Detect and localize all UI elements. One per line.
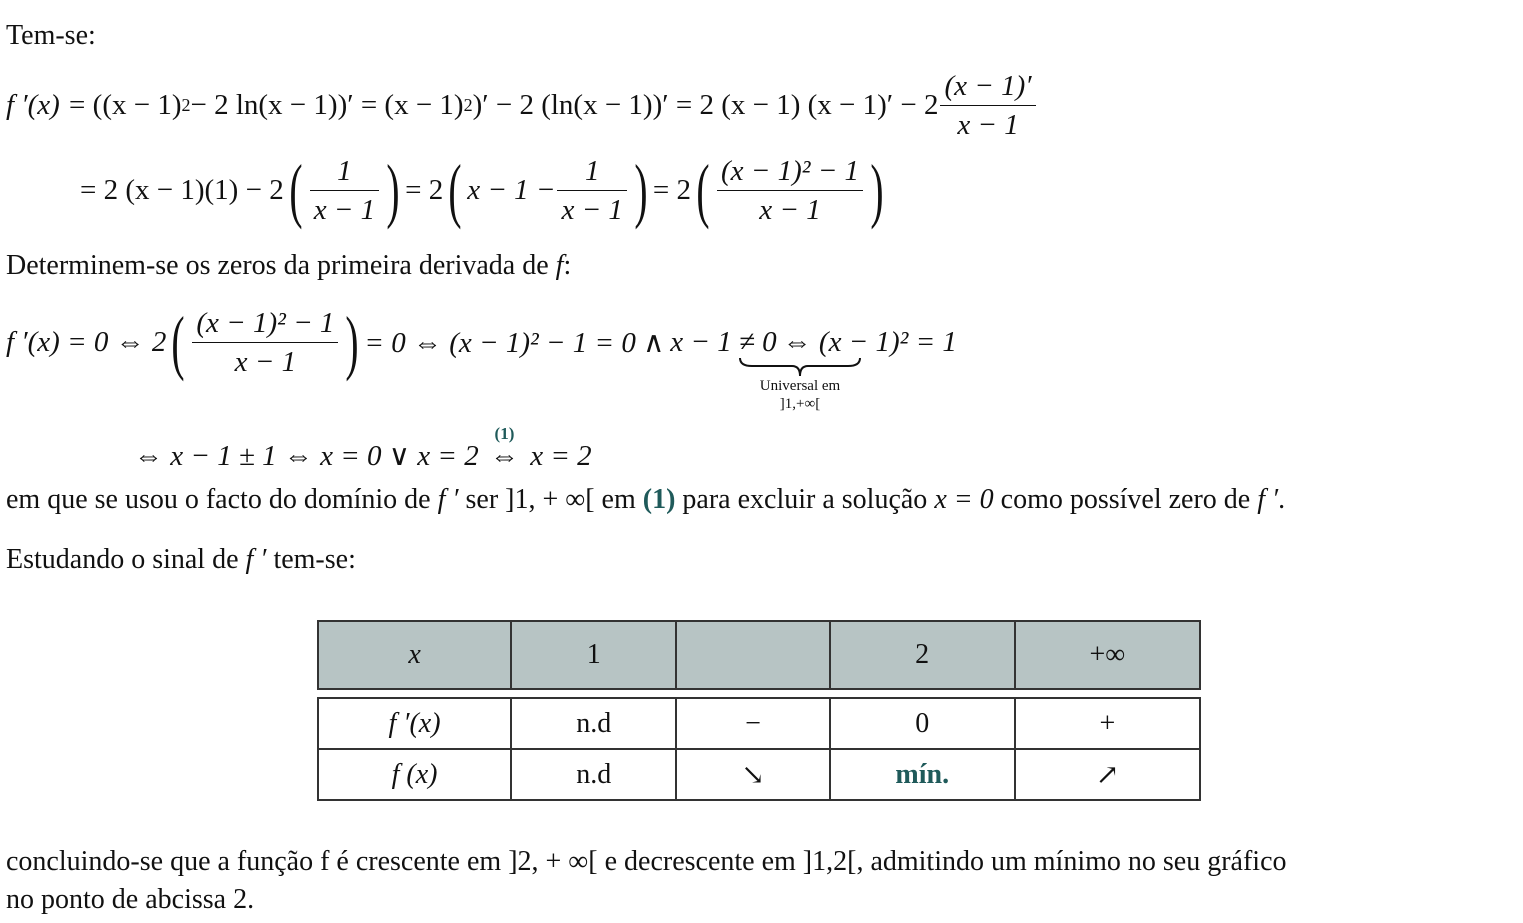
note-ref: (1) — [642, 484, 676, 515]
increasing-arrow-icon: ↗ — [1015, 749, 1200, 800]
left-paren: ( — [289, 150, 303, 230]
table-cell: − — [676, 698, 829, 749]
table-cell: n.d — [511, 749, 676, 800]
decreasing-arrow-icon: ↘ — [676, 749, 829, 800]
sign-table-header — [317, 620, 1201, 690]
domain-note — [6, 484, 1285, 516]
header-cell — [676, 621, 829, 689]
sign-intro — [6, 544, 356, 576]
header-cell: x — [318, 621, 511, 689]
note-c: para excluir a solução — [682, 484, 928, 515]
header-cell: +∞ — [1015, 621, 1200, 689]
minimum-cell: mín. — [830, 749, 1015, 800]
note-a: em que se usou o facto do domínio de — [6, 484, 431, 515]
note-x0: x = 0 — [934, 484, 994, 515]
fraction-numerator: 1 — [557, 152, 626, 191]
zeros-intro-text: Determinem-se os zeros da primeira derivada de — [6, 250, 549, 281]
right-paren: ) — [386, 150, 400, 230]
equivalence-marker: (1) — [494, 424, 515, 443]
intro-text: Tem-se: — [6, 20, 96, 51]
fraction-denominator: x − 1 — [759, 193, 821, 226]
zeros-intro-f: f — [555, 250, 564, 281]
table-cell: 0 — [830, 698, 1015, 749]
zeros-line2-b: x = 2 — [530, 440, 592, 472]
fraction-numerator: (x − 1)² − 1 — [192, 304, 338, 343]
zeros-brace-expr: x − 1 ≠ 0 — [670, 325, 777, 358]
zeros-intro — [6, 250, 571, 282]
sign-intro-f: f ′ — [245, 544, 267, 575]
zeros-line2-a: ⇔ x − 1 ± 1 ⇔ x = 0 ∨ x = 2 — [134, 440, 479, 472]
note-e: . — [1278, 484, 1286, 515]
equivalence-arrow: ⇔ — [489, 440, 519, 472]
derivative-fraction — [940, 67, 1035, 144]
derivative-line-1: f ′(x) = ((x − 1) 2 − 2 ln(x − 1))′ = (x − 1) 2 )′ − 2 (ln(x − 1))′ = 2 (x − 1) (x − 1)′ − 2 $\frac{(x - 1)'}{x - 1}$ — [6, 68, 1038, 142]
right-paren: ) — [870, 150, 884, 230]
table-cell: + — [1015, 698, 1200, 749]
marked-equivalence — [489, 424, 519, 473]
fraction-denominator: x − 1 — [313, 193, 376, 226]
header-cell: 2 — [830, 621, 1015, 689]
derivative-part-c: )′ − 2 (ln(x − 1))′ = 2 (x − 1) (x − 1)′ − 2 — [472, 88, 939, 121]
note-b: ser ]1, + ∞[ em — [465, 484, 636, 515]
conclusion-line-2: no ponto de abcissa 2. — [6, 884, 255, 915]
right-paren: ) — [634, 150, 648, 230]
derivative2-part-d: = 2 — [652, 173, 692, 206]
fraction-denominator: x − 1 — [957, 108, 1019, 141]
derivative-part-a: ((x − 1) — [92, 88, 182, 121]
zeros-mid: = 0 ⇔ (x − 1)² − 1 = 0 ∧ — [364, 326, 665, 359]
fraction-numerator: 1 — [310, 152, 379, 191]
derivative-line-2 — [80, 150, 889, 230]
left-paren: ( — [448, 150, 462, 230]
sign-intro-tail: tem-se: — [273, 544, 356, 575]
derivative2-fraction-3 — [717, 152, 863, 229]
zeros-fraction — [192, 304, 338, 381]
note-d: como possível zero de — [1000, 484, 1251, 515]
derivative-part-b: − 2 ln(x − 1))′ = (x − 1) — [190, 88, 464, 121]
derivative2-part-a: = 2 (x − 1)(1) − 2 — [80, 173, 284, 206]
row-label: f ′(x) — [318, 698, 511, 749]
derivative2-part-b: = 2 — [405, 173, 444, 206]
brace-label-line-2: ]1,+∞[ — [779, 396, 821, 412]
right-paren: ) — [345, 302, 360, 382]
note-f1: f ′ — [437, 484, 459, 515]
derivative-lhs: f ′(x) = — [6, 88, 87, 121]
brace-label — [740, 377, 860, 413]
left-paren: ( — [696, 150, 710, 230]
fraction-numerator: (x − 1)′ — [940, 67, 1035, 106]
sign-table-body — [317, 697, 1201, 801]
fraction-numerator: (x − 1)² − 1 — [717, 152, 863, 191]
row-label: f (x) — [318, 749, 511, 800]
table-row — [318, 749, 1200, 800]
underbrace-icon — [738, 356, 862, 378]
derivative2-fraction-2 — [557, 152, 626, 229]
zeros-equation-line-2 — [134, 424, 592, 473]
left-paren: ( — [171, 302, 185, 382]
fraction-denominator: x − 1 — [561, 193, 623, 226]
brace-label-line-1: Universal em — [759, 378, 841, 394]
header-cell: 1 — [511, 621, 676, 689]
derivative2-fraction-1 — [310, 152, 379, 229]
fraction-denominator: x − 1 — [234, 345, 297, 378]
zeros-intro-colon: : — [563, 250, 572, 281]
zeros-rhs: ⇔ (x − 1)² = 1 — [782, 325, 957, 358]
sign-intro-text: Estudando o sinal de — [6, 544, 239, 575]
table-cell: n.d — [511, 698, 676, 749]
zeros-lhs: f ′(x) = 0 ⇔ 2 — [6, 325, 167, 358]
derivative2-part-c: x − 1 − — [467, 173, 556, 206]
conclusion-line-1: concluindo-se que a função f é crescente em ]2, + ∞[ e decrescente em ]1,2[, admitindo um mínimo no seu gráfico — [6, 846, 1287, 877]
table-row — [318, 698, 1200, 749]
note-f2: f ′ — [1257, 484, 1279, 515]
